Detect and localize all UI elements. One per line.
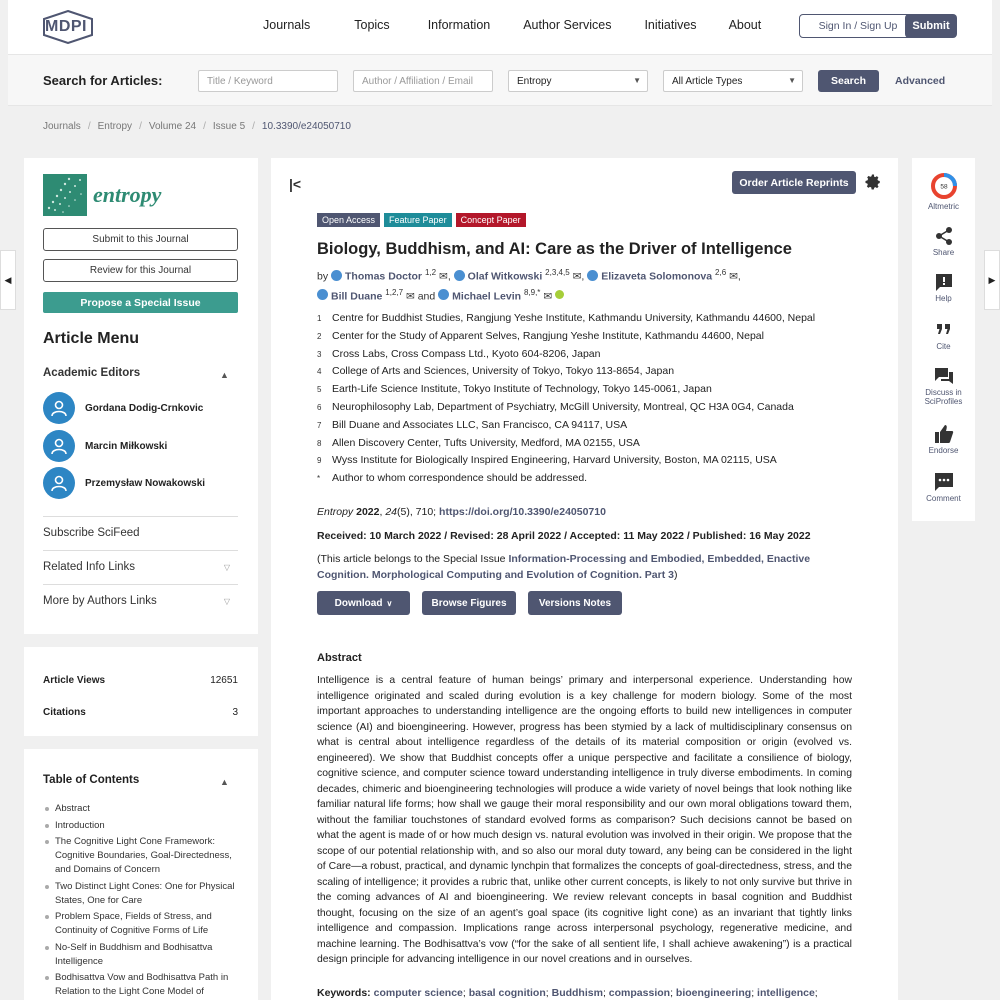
cite-journal: Entropy <box>317 506 354 518</box>
author-profile-icon[interactable] <box>454 270 465 281</box>
editor-item[interactable] <box>43 392 203 424</box>
advanced-search-link[interactable]: Advanced <box>895 75 946 87</box>
rail-label: Comment <box>926 494 961 503</box>
citation-line: Entropy 2022, 24(5), 710; https://doi.org/10.3390/e24050710 <box>317 506 606 518</box>
menu-link-label: Related Info Links <box>43 561 136 573</box>
stat-value: 3 <box>232 707 238 718</box>
submit-button[interactable]: Submit <box>905 14 957 38</box>
journal-name: entropy <box>93 182 162 207</box>
nav-initiatives[interactable]: Initiatives <box>644 18 697 32</box>
keyword-link[interactable]: Buddhism <box>551 987 603 999</box>
comment-icon <box>934 472 954 492</box>
rail-label: Altmetric <box>927 202 960 211</box>
thumbs-up-icon <box>934 424 954 444</box>
concept-paper-badge[interactable]: Concept Paper <box>456 213 526 227</box>
share-icon <box>934 226 954 246</box>
nav-journals[interactable]: Journals <box>263 18 311 32</box>
propose-special-issue-button[interactable]: Propose a Special Issue <box>43 292 238 313</box>
breadcrumb-journals[interactable]: Journals <box>43 121 81 132</box>
keyword-link[interactable]: compassion <box>608 987 671 999</box>
author-profile-icon[interactable] <box>317 289 328 300</box>
more-by-authors-links[interactable] <box>43 584 238 607</box>
abstract-title: Abstract <box>317 652 362 664</box>
toc-item[interactable]: Bodhisattva Vow and Bodhisattva Path in Relation to the Light Cone Model of <box>43 971 248 999</box>
toc-item[interactable]: The Cognitive Light Cone Framework: Cognitive Boundaries, Goal-Directedness, and Domains of Concern <box>43 835 248 877</box>
menu-link-label: More by Authors Links <box>43 595 157 607</box>
affiliation-item: * Author to whom correspondence should be addressed. <box>317 472 588 485</box>
toc-title[interactable]: Table of Contents <box>43 774 140 786</box>
title-keyword-input[interactable]: Title / Keyword <box>198 70 338 92</box>
feature-paper-badge[interactable]: Feature Paper <box>384 213 452 227</box>
sidebar-toc-panel <box>24 749 258 1000</box>
caret-down-icon: ▼ <box>633 76 641 85</box>
altmetric-donut-icon <box>930 172 958 200</box>
mdpi-logo-text: MDPI <box>45 18 87 35</box>
author-profile-icon[interactable] <box>438 289 449 300</box>
open-access-badge[interactable]: Open Access <box>317 213 380 227</box>
review-for-journal-button[interactable]: Review for this Journal <box>43 259 238 282</box>
quote-icon <box>934 320 954 340</box>
author-affil-sup: 2,3,4,5 <box>545 268 570 277</box>
rail-label: Discuss in SciProfiles <box>924 388 963 406</box>
chevron-down-icon: ∨ <box>386 598 393 608</box>
email-icon[interactable]: ✉ <box>543 290 553 302</box>
journal-select[interactable] <box>508 70 648 92</box>
search-button[interactable]: Search <box>818 70 879 92</box>
affiliation-item: 5 Earth-Life Science Institute, Tokyo Institute of Technology, Tokyo 145-0061, Japan <box>317 383 712 396</box>
signin-button[interactable]: Sign In / Sign Up <box>799 14 917 38</box>
affiliations-list <box>317 310 877 488</box>
affiliation-item: 3 Cross Labs, Cross Compass Ltd., Kyoto 604-8206, Japan <box>317 347 601 360</box>
breadcrumb: Journals / Entropy / Volume 24 / Issue 5 / 10.3390/e24050710 <box>43 121 351 132</box>
affiliation-item: 6 Neurophilosophy Lab, Department of Psychiatry, McGill University, Montreal, QC H3A 0G4, Canada <box>317 400 794 413</box>
email-icon[interactable]: ✉ <box>729 270 738 283</box>
affiliation-item: 8 Allen Discovery Center, Tufts University, Medford, MA 02155, USA <box>317 436 640 449</box>
help-icon <box>934 272 954 292</box>
toc-item[interactable]: Problem Space, Fields of Stress, and Continuity of Cognitive Forms of Life <box>43 910 248 938</box>
cite-button[interactable] <box>912 320 975 351</box>
cite-rest: (5), 710; <box>397 506 437 518</box>
caret-down-icon: ▼ <box>788 76 796 85</box>
breadcrumb-volume[interactable]: Volume 24 <box>148 121 197 132</box>
discussion-icon <box>934 366 954 386</box>
rail-label: Endorse <box>928 446 959 455</box>
user-avatar-icon <box>43 467 75 499</box>
by-label: by <box>317 270 329 283</box>
keyword-link[interactable]: intelligence <box>757 987 815 999</box>
toc-item[interactable]: Two Distinct Light Cones: One for Physical States, One for Care <box>43 880 248 908</box>
article-badges <box>317 213 526 227</box>
publication-dates: Received: 10 March 2022 / Revised: 28 April 2022 / Accepted: 11 May 2022 / Published: 16 May 2022 <box>317 530 811 542</box>
collapse-sidebar-icon[interactable]: |< <box>289 176 302 192</box>
breadcrumb-entropy[interactable]: Entropy <box>97 121 133 132</box>
keywords-line: Keywords: computer science; basal cognition; Buddhism; compassion; bioengineering; intelligence; <box>317 987 818 999</box>
subscribe-scifeed-link[interactable] <box>43 516 238 539</box>
author-name[interactable]: Thomas Doctor <box>345 270 423 283</box>
author-profile-icon[interactable] <box>587 270 598 281</box>
affiliation-item: 2 Center for the Study of Apparent Selves, Rangjung Yeshe Institute, Kathmandu 44600, Nepal <box>317 329 764 342</box>
submit-to-journal-button[interactable]: Submit to this Journal <box>43 228 238 251</box>
mdpi-logo[interactable] <box>42 10 94 44</box>
author-affil-sup: 8,9,* <box>523 287 541 297</box>
altmetric-score: 58 <box>939 183 948 191</box>
email-icon[interactable]: ✉ <box>439 270 448 283</box>
abstract-text: Intelligence is a central feature of human beings’ primary and interpersonal experience. Understanding how intelligence originated and scaled during evolution is a key challenge for modern biology. Some of the most important approaches to understanding intelligence are the ongoing efforts to build new intelligences in computer science (AI) and bioengineering. However, progress has been stymied by a lack of multidisciplinary consensus on what is central about intelligence regardless of the details of its material composition or origin (evolved vs. engineered). We show that Buddhist concepts offer a unique perspective and facilitate a consilience of biology, cognitive science, and computer science toward understanding intelligence in truly diverse embodiments. In coming decades, chimeric and bioengineering technologies will produce a wide variety of novel beings that look nothing like familiar natural life forms; how shall we gauge their moral responsibility and our own moral obligations toward them, without the familiar touchstones of standard evolved forms as comparison? Such decisions cannot be based on what the agent is made of or how much design vs. natural evolution was involved in their origin. We propose that the scope of our potential relationship with, and so also our moral duty toward, any being can be considered in the light of Care—a robust, practical, and dynamic lynchpin that formalizes the concepts of goal-directedness, stress, and the scaling of intelligence; it provides a rubric that, unlike other current concepts, is likely to not only survive but thrive in the coming advances of AI and bioengineering. We review relevant concepts in basal cognition and Buddhist thought, focusing on the size of an agent’s goal space (its cognitive light cone) as an invariant that tightly links intelligence and compassion. Implications range across interpersonal psychology, regenerative medicine, and machine learning. The Bodhisattva’s vow (“for the sake of all sentient life, I shall achieve awakening”) is a practical design principle for advancing intelligence in our novel creations and in ourselves. <box>317 675 852 965</box>
stat-value: 12651 <box>210 675 238 686</box>
toc-item[interactable]: No-Self in Buddhism and Bodhisattva Intelligence <box>43 941 248 969</box>
keyword-link[interactable]: computer science <box>373 987 463 999</box>
author-affil-sup: 1,2,7 <box>385 287 404 297</box>
endorse-button[interactable] <box>912 424 975 455</box>
toc-item[interactable]: Abstract <box>43 802 248 816</box>
special-prefix: (This article belongs to the Special Issue <box>317 553 506 565</box>
download-button[interactable] <box>317 591 410 615</box>
affiliation-item: 7 Bill Duane and Associates LLC, San Francisco, CA 94117, USA <box>317 418 628 431</box>
author-name[interactable]: Elizaveta Solomonova <box>601 270 713 283</box>
journal-cover-icon <box>43 174 87 216</box>
right-edge-tab-arrow-icon[interactable]: ▶ <box>984 250 1000 310</box>
special-issue-link[interactable]: Information-Processing and Embodied, Embedded, Enactive Cognition. Morphological Computing and Evolution of Cognition. Part 3 <box>317 553 811 581</box>
share-button[interactable] <box>912 226 975 257</box>
journal-logo[interactable] <box>43 174 161 216</box>
top-header <box>8 0 992 54</box>
download-label: Download <box>334 597 383 609</box>
search-label: Search for Articles: <box>43 73 163 88</box>
sidebar-stats-panel <box>24 647 258 736</box>
author-affil-sup: 2,6 <box>715 268 727 277</box>
article-title: Biology, Buddhism, and AI: Care as the Driver of Intelligence <box>317 240 792 258</box>
related-info-links[interactable] <box>43 550 238 573</box>
rail-label: Help <box>935 294 952 303</box>
comment-button[interactable] <box>912 472 975 503</box>
breadcrumb-issue[interactable]: Issue 5 <box>212 121 246 132</box>
keyword-link[interactable]: basal cognition <box>468 987 546 999</box>
chevron-down-icon: ▽ <box>223 597 230 606</box>
article-action-buttons <box>317 591 634 615</box>
chevron-up-icon[interactable]: ▲ <box>220 777 229 787</box>
editor-name: Przemysław Nowakowski <box>85 477 206 489</box>
special-suffix: ) <box>673 568 678 581</box>
menu-link-label: Subscribe SciFeed <box>43 527 140 539</box>
special-issue-note <box>317 552 857 583</box>
versions-notes-button[interactable]: Versions Notes <box>528 591 622 615</box>
editor-name: Gordana Dodig-Crnkovic <box>85 402 204 414</box>
nav-about[interactable]: About <box>728 18 762 32</box>
affiliation-item: 1 Centre for Buddhist Studies, Rangjung Yeshe Institute, Kathmandu University, Kathmandu 44600, Nepal <box>317 312 816 324</box>
doi-link[interactable]: https://doi.org/10.3390/e24050710 <box>439 506 606 518</box>
user-avatar-icon <box>43 430 75 462</box>
article-menu-title: Article Menu <box>43 330 140 347</box>
order-reprints-button[interactable]: Order Article Reprints <box>732 171 856 194</box>
academic-editors-title[interactable]: Academic Editors <box>43 367 141 379</box>
gear-icon[interactable] <box>864 173 882 191</box>
author-name[interactable]: Bill Duane <box>331 290 383 302</box>
citations-stat[interactable] <box>43 707 238 718</box>
cite-year: 2022 <box>356 506 380 518</box>
orcid-icon[interactable] <box>555 290 564 299</box>
main-nav <box>263 18 761 32</box>
author-name[interactable]: Michael Levin <box>452 290 522 302</box>
keywords-label: Keywords: <box>317 987 371 999</box>
user-avatar-icon <box>43 392 75 424</box>
toc-list <box>43 802 248 1000</box>
rail-label: Cite <box>936 342 951 351</box>
affiliation-item: 4 College of Arts and Sciences, University of Tokyo, Tokyo 113-8654, Japan <box>317 365 675 378</box>
article-type-value: All Article Types <box>672 76 743 87</box>
altmetric-button[interactable] <box>912 172 975 211</box>
stat-label: Citations <box>43 707 86 718</box>
nav-topics[interactable]: Topics <box>354 18 390 32</box>
and-label: and <box>417 290 436 302</box>
keyword-link[interactable]: bioengineering <box>675 987 752 999</box>
chevron-down-icon: ▽ <box>223 563 230 572</box>
author-name[interactable]: Olaf Witkowski <box>467 270 543 283</box>
email-icon[interactable]: ✉ <box>572 270 582 283</box>
rail-label: Share <box>932 248 955 257</box>
editor-item[interactable] <box>43 467 205 499</box>
sidebar-journal-panel <box>24 158 258 634</box>
author-profile-icon[interactable] <box>331 270 342 281</box>
editor-item[interactable] <box>43 430 167 462</box>
affiliation-item: 9 Wyss Institute for Biologically Inspired Engineering, Harvard University, Boston, MA 02115, USA <box>317 454 777 467</box>
nav-information[interactable]: Information <box>427 18 491 32</box>
author-input[interactable]: Author / Affiliation / Email <box>353 70 493 92</box>
right-tool-rail <box>912 158 975 521</box>
journal-select-value: Entropy <box>517 76 552 87</box>
chevron-up-icon[interactable]: ▲ <box>220 370 229 380</box>
author-affil-sup: 1,2 <box>424 268 437 277</box>
browse-figures-button[interactable]: Browse Figures <box>422 591 516 615</box>
author-list: by Thomas Doctor $^{1,2}$ ✉, Olaf Witkowski $^{2,3,4,5}$ ✉, Elizaveta Solomonova $^{2,6}$ ✉, Bill Duane $^{1,2,7}$ ✉ and Michael Levin $^{8,9,*}$ ✉ <box>317 268 741 302</box>
toc-item[interactable]: Introduction <box>43 819 248 833</box>
article-type-select[interactable] <box>663 70 803 92</box>
cite-volume: 24 <box>385 506 397 518</box>
breadcrumb-doi[interactable]: 10.3390/e24050710 <box>261 121 351 132</box>
help-button[interactable] <box>912 272 975 303</box>
search-bar <box>8 54 992 106</box>
discuss-sciprofiles-button[interactable] <box>912 366 975 406</box>
article-main <box>271 158 898 1000</box>
email-icon[interactable]: ✉ <box>405 290 415 302</box>
stat-label: Article Views <box>43 675 106 686</box>
editor-name: Marcin Miłkowski <box>85 440 168 452</box>
article-views-stat <box>43 675 238 686</box>
nav-author-services[interactable]: Author Services <box>523 18 612 32</box>
left-edge-tab-arrow-icon[interactable]: ◀ <box>0 250 16 310</box>
